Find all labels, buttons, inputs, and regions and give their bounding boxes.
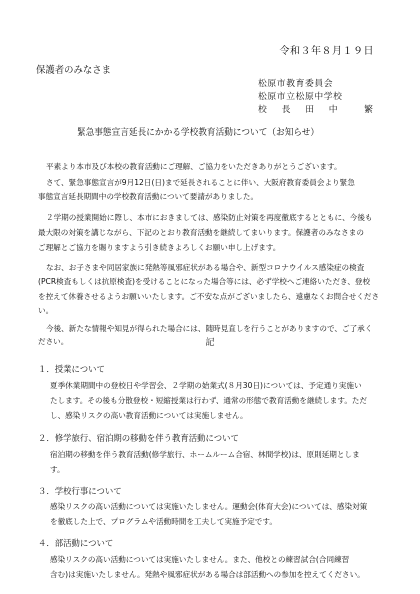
sender-school: 松原市立松原中学校	[258, 92, 343, 102]
intro-line: ２学期の授業開始に際し、本市におきましては、感染防止対策を再度徹底するとともに、今後も	[46, 213, 373, 222]
section-line: を徹底した上で、プログラムや活動時間を工夫して実施予定です。	[50, 517, 277, 526]
section-line: 夏季休業期間中の登校日や学習会、２学期の始業式(８月30日)については、予定通り実施い	[50, 381, 362, 390]
section-line: たします。その後も分散登校・短縮授業は行わず、通常の形態で教育活動を継続します。ただ	[50, 396, 368, 405]
section-line: 含む)は実施いたしません。発熱や風邪症状がある場合は部活動への参加を控えてください。	[50, 570, 365, 579]
section-heading-clubs: ４．部活動について	[38, 538, 114, 548]
intro-line: ご理解とご協力を賜りますよう引き続きよろしくお願い申し上げます。	[38, 243, 281, 252]
section-heading-events: ３．学校行事について	[38, 486, 122, 496]
intro-line: 今後、新たな情報や知見が得られた場合には、随時見直しを行うことがありますので、ご了承く	[46, 324, 373, 333]
section-line: す。	[50, 465, 65, 474]
ki-heading: 記	[205, 338, 215, 348]
sender-principal: 校 長 田 中 繁	[258, 105, 376, 115]
intro-line: 平素より本市及び本校の教育活動にご理解、ご協力をいただきありがとうございます。	[46, 162, 342, 171]
intro-line: 最大限の対策を講じながら、下記のとおり教育活動を継続してまいります。保護者のみなさまの	[38, 228, 364, 237]
section-line: 宿泊期の移動を伴う教育活動(修学旅行、ホームルーム合宿、林間学校)は、原則延期としま	[50, 450, 360, 459]
intro-line: なお、お子さまや同居家族に発熱等風邪症状がある場合や、新型コロナウイルス感染症の検査	[46, 263, 365, 272]
intro-line: (PCR検査もしくは抗原検査)を受けることになった場合等には、必ず学校へご連絡いただき、登校	[38, 277, 371, 286]
addressee: 保護者のみなさま	[36, 65, 112, 76]
intro-line: さて、緊急事態宣言が9月12日(日)まで延長されることに伴い、大阪府教育委員会より緊急	[46, 178, 355, 187]
section-line: 感染リスクの高い活動については実施いたしません。運動会(体育大会)については、感染対策	[50, 502, 368, 511]
intro-line: を控えて休養させるようお願いいたします。ご不安な点がございましたら、遠慮なくお問合せくださ	[38, 292, 380, 301]
intro-line: い。	[38, 306, 54, 315]
document-date: 令和３年８月１９日	[279, 46, 374, 57]
section-line: 感染リスクの高い活動については実施いたしません。また、他校との練習試合(合同練習	[50, 555, 350, 564]
section-heading-trips: ２．修学旅行、宿泊期の移動を伴う教育活動について	[38, 433, 239, 443]
document-title: 緊急事態宣言延長にかかる学校教育活動について（お知らせ）	[76, 127, 320, 138]
intro-line: ださい。	[38, 337, 69, 346]
section-line: し、感染リスクの高い教育活動については実施しません。	[50, 411, 248, 420]
sender-org: 松原市教育委員会	[258, 79, 334, 89]
section-heading-classes: １．授業について	[38, 364, 105, 374]
intro-line: 事態宣言延長期間中の学校教育活動について要請がありました。	[38, 192, 259, 201]
